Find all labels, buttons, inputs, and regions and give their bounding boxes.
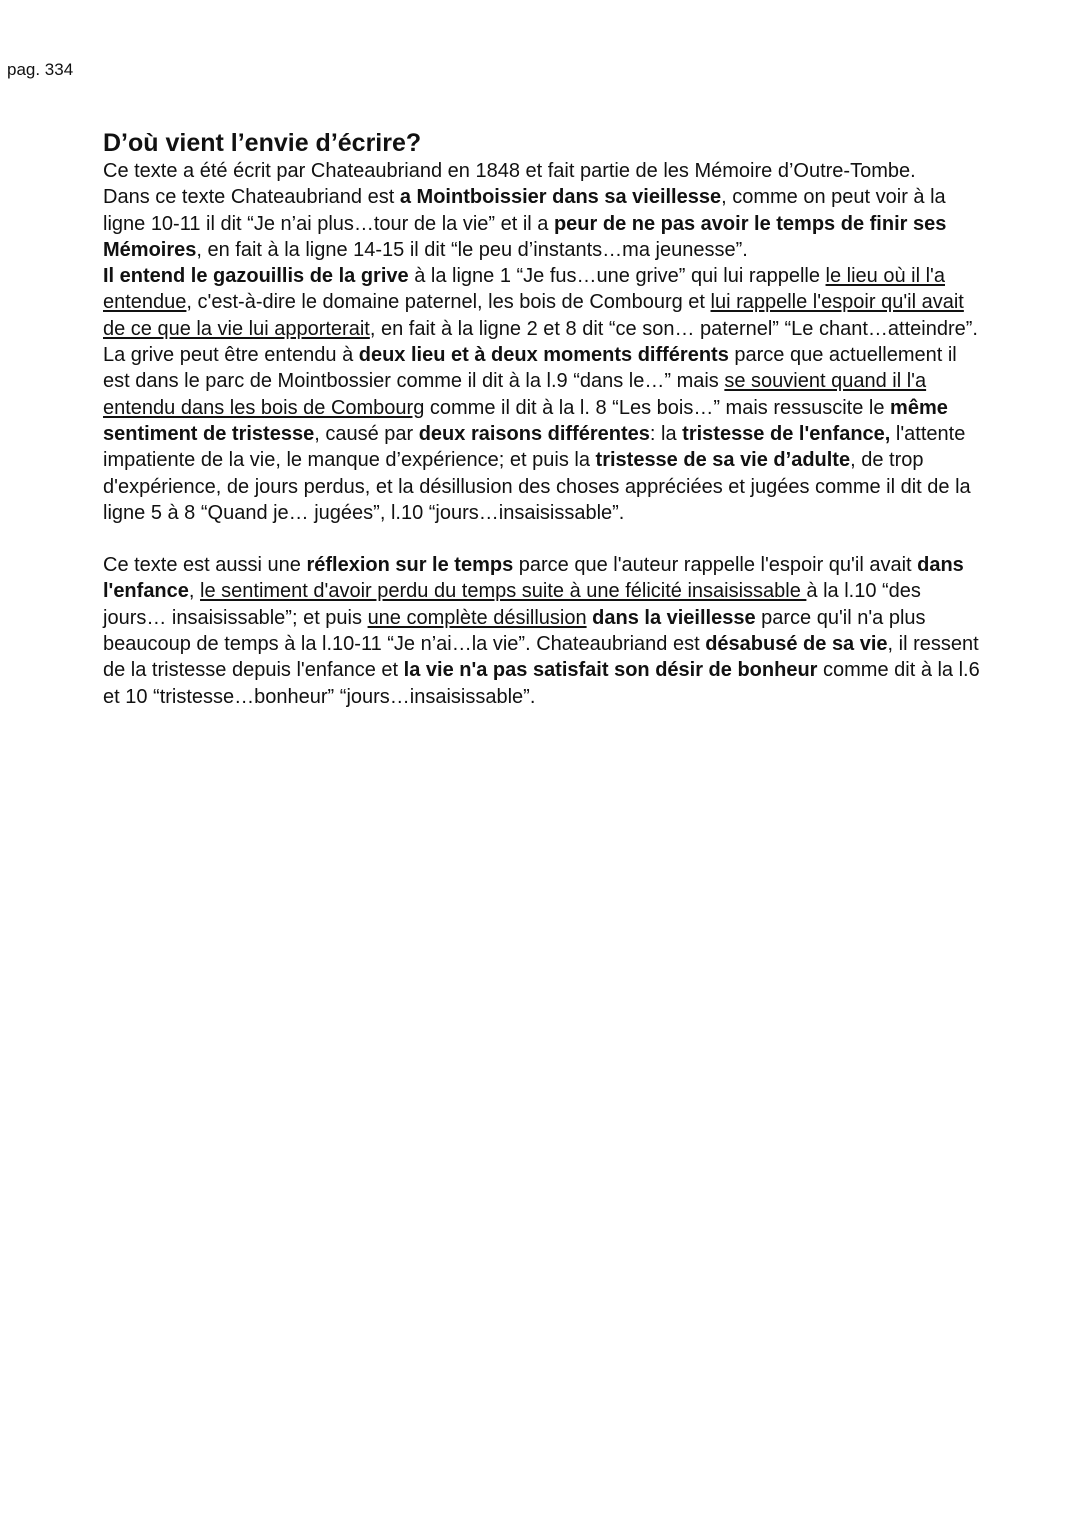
bold-text-run: dans la vieillesse bbox=[592, 606, 756, 629]
page-number: pag. 334 bbox=[7, 60, 74, 79]
text-run: Ce texte a été écrit par Chateaubriand en 1848 et fait partie de les Mémoire d’Outre-Tombe. bbox=[103, 160, 916, 182]
underlined-text-run: lui rappelle l'espoir qu'il avait de ce que la vie lui apporterait bbox=[103, 291, 964, 340]
text-run: Ce texte est aussi une bbox=[103, 554, 307, 577]
section-title: D’où vient l’envie d’écrire? bbox=[103, 129, 422, 157]
bold-text-run: la vie n'a pas satisfait son désir de bonheur bbox=[403, 659, 818, 682]
paragraph-vieillesse bbox=[103, 184, 988, 263]
paragraph-deux-lieux bbox=[103, 342, 988, 526]
bold-text-run: tristesse de l'enfance, bbox=[682, 422, 891, 445]
text-run: l'attente impatiente de la vie, le manque d’expérience; et puis la bbox=[103, 422, 966, 472]
underlined-text-run: le sentiment d'avoir perdu du temps suite à une félicité insaisissable bbox=[200, 580, 807, 603]
text-run: comme il dit à la l. 8 “Les bois…” mais ressuscite le bbox=[424, 396, 891, 419]
bold-text-run: peur de ne pas avoir le temps de finir ses Mémoires bbox=[103, 212, 947, 261]
text-run: à la ligne 1 “Je fus…une grive” qui lui rappelle bbox=[408, 265, 826, 288]
text-run: parce qu'il n'a plus beaucoup de temps à la l.10-11 “Je n’ai…la vie”. Chateaubriand est bbox=[103, 606, 926, 656]
bold-text-run: désabusé de sa vie bbox=[705, 633, 888, 656]
text-run: , en fait à la ligne 14-15 il dit “le peu d’instants…ma jeunesse”. bbox=[196, 238, 748, 261]
bold-text-run: deux lieu et à deux moments différents bbox=[358, 344, 729, 367]
text-run: comme dit à la l.6 et 10 “tristesse…bonheur” “jours…insaisissable”. bbox=[103, 659, 980, 708]
underlined-text-run: une complète désillusion bbox=[367, 606, 587, 629]
text-run: La grive peut être entendu à bbox=[103, 344, 359, 367]
text-run: , bbox=[188, 580, 201, 603]
text-run: , causé par bbox=[314, 422, 419, 445]
paragraph-reflexion-temps bbox=[103, 552, 988, 710]
text-run: , en fait à la ligne 2 et 8 dit “ce son… paternel” “Le chant…atteindre”. bbox=[369, 317, 978, 340]
bold-text-run: dans l'enfance bbox=[103, 554, 964, 603]
bold-text-run: a Mointboissier dans sa vieillesse bbox=[399, 186, 722, 209]
text-run: parce que l'auteur rappelle l'espoir qu'il avait bbox=[513, 554, 918, 577]
underlined-text-run: se souvient quand il l'a entendu dans les bois de Combourg bbox=[103, 370, 927, 419]
text-run: , comme on peut voir à la ligne 10-11 il dit “Je n’ai plus…tour de la vie” et il a bbox=[103, 186, 946, 235]
bold-text-run: deux raisons différentes bbox=[418, 422, 650, 445]
paragraph-intro bbox=[103, 158, 988, 184]
text-run: Dans ce texte Chateaubriand est bbox=[103, 186, 400, 209]
bold-text-run: Il entend le gazouillis de la grive bbox=[103, 265, 409, 288]
text-run: parce que actuellement il est dans le parc de Mointbossier comme il dit à la l.9 “dans le…” mais bbox=[103, 344, 957, 393]
text-run: , c'est-à-dire le domaine paternel, les bois de Combourg et bbox=[186, 291, 711, 314]
document-body bbox=[103, 128, 988, 710]
text-run: à la l.10 “des jours… insaisissable”; et puis bbox=[103, 580, 921, 629]
text-run: , il ressent de la tristesse depuis l'enfance et bbox=[103, 633, 979, 682]
text-run: : la bbox=[649, 422, 683, 445]
text-run: , de trop d'expérience, de jours perdus, et la désillusion des choses appréciées et jugées comme il dit de la ligne 5 à 8 “Quand je… jugées”, l.10 “jours…insaisissable”. bbox=[103, 449, 971, 524]
bold-text-run: réflexion sur le temps bbox=[306, 554, 514, 577]
bold-text-run: tristesse de sa vie d’adulte bbox=[595, 449, 851, 472]
underlined-text-run: le lieu où il l'a entendue bbox=[103, 265, 945, 314]
bold-text-run: même sentiment de tristesse bbox=[103, 396, 948, 445]
paragraph-grive bbox=[103, 263, 988, 342]
paragraph-spacer bbox=[103, 526, 988, 552]
